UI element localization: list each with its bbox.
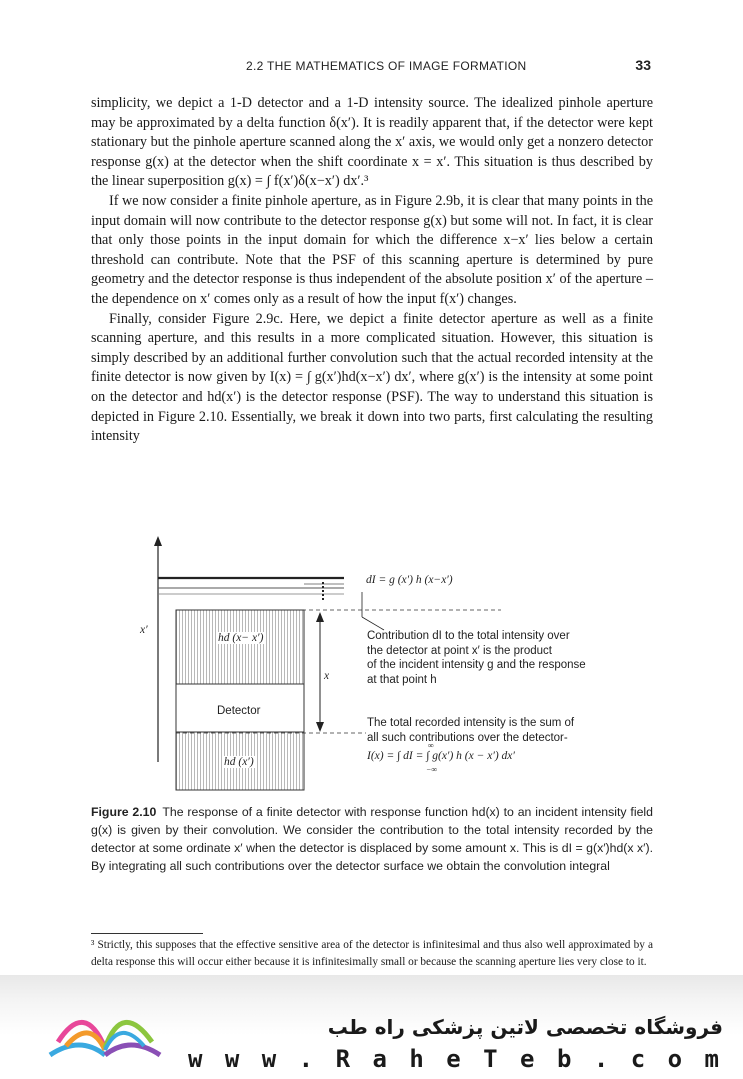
- integral-limit-top: ∞: [428, 741, 434, 750]
- shift-label: x: [324, 670, 330, 682]
- footnote-rule: [91, 933, 203, 934]
- page-number: 33: [635, 57, 651, 73]
- banner-url[interactable]: w w w . R a h e T e b . c o m: [187, 1045, 723, 1073]
- eq-top: dI = g (x′) h (x−x′): [366, 574, 453, 586]
- figure-caption: [91, 803, 653, 875]
- caption-text: The response of a finite detector with response function hd(x) to an incident intensity field g(x) is given by their convolution. We consider the contribution to the total intensity recorded by the detector at some ordinate x′ when the detector is displaced by some amount x. This is dI = g(x′)hd(x x′). By integrating all such contributions over the detector surface we obtain the convolution integral: [91, 805, 653, 873]
- eq-bottom: I(x) = ∫ dI = ∫ g(x′) h (x − x′) dx′: [367, 750, 515, 762]
- open-book-logo-icon: [40, 990, 170, 1070]
- annotation-total: The total recorded intensity is the sum of all such contributions over the detector-: [367, 717, 575, 744]
- figure-2-10: [136, 532, 626, 792]
- store-banner: [0, 975, 743, 1079]
- footnote: ³ Strictly, this supposes that the effective sensitive area of the detector is infinitesimal and thus also well approximated by a delta response this will occur either because it is infinitesimally small or because the scanning aperture lies very close to it.: [91, 939, 653, 968]
- annotation-contribution: Contribution dI to the total intensity over the detector at point x′ is the product of the incident intensity g and the response at that point h: [367, 630, 586, 686]
- detector-label: Detector: [217, 705, 261, 717]
- body-text: [91, 94, 653, 447]
- upper-response-box: [176, 610, 304, 692]
- axis-label: x′: [140, 624, 148, 636]
- integral-limit-bottom: −∞: [426, 765, 438, 774]
- paragraph-1: simplicity, we depict a 1-D detector and a 1-D intensity source. The idealized pinhole aperture may be approximated by a delta function δ(x′). It is readily apparent that, if the detector were kept stationary but the pinhole aperture scanned along the x′ axis, we would only get a nonzero detector response g(x) at the detector when the shift coordinate x = x′. This situation is thus described by the linear superposition g(x) = ∫ f(x′)δ(x−x′) dx′.³: [91, 95, 653, 190]
- upper-box-label: hd (x− x′): [218, 632, 264, 644]
- lower-box-label: hd (x′): [224, 756, 254, 768]
- paragraph-2: If we now consider a finite pinhole aperture, as in Figure 2.9b, it is clear that many points in the input domain will now contribute to the detector response g(x) but some will not. In fact, it is clear that only those points in the input domain for which the difference x−x′ lies below a certain threshold can contribute. Note that the PSF of this scanning aperture is determined by pure geometry and the detector response is thus independent of the absolute position x′ of the aperture – the dependence on x′ comes only as a result of how the input f(x′) changes.: [91, 192, 653, 307]
- caption-figure-number: Figure 2.10: [91, 805, 157, 819]
- axis-arrow: [154, 536, 162, 546]
- running-head: 2.2 THE MATHEMATICS OF IMAGE FORMATION: [246, 59, 527, 73]
- banner-title: فروشگاه تخصصی لاتین پزشکی راه طب: [327, 1015, 723, 1039]
- paragraph-3: Finally, consider Figure 2.9c. Here, we depict a finite detector aperture as well as a finite scanning aperture, and this results in a more complicated situation. However, this situation is simply described by an additional further convolution such that the actual recorded intensity at the finite detector is now given by I(x) = ∫ g(x′)hd(x−x′) dx′, where g(x′) is the intensity at some point on the detector and hd(x′) is the detector response (PSF). The way to understand this situation is depicted in Figure 2.10. Essentially, we break it down into two parts, first calculating the resulting intensity: [91, 310, 653, 445]
